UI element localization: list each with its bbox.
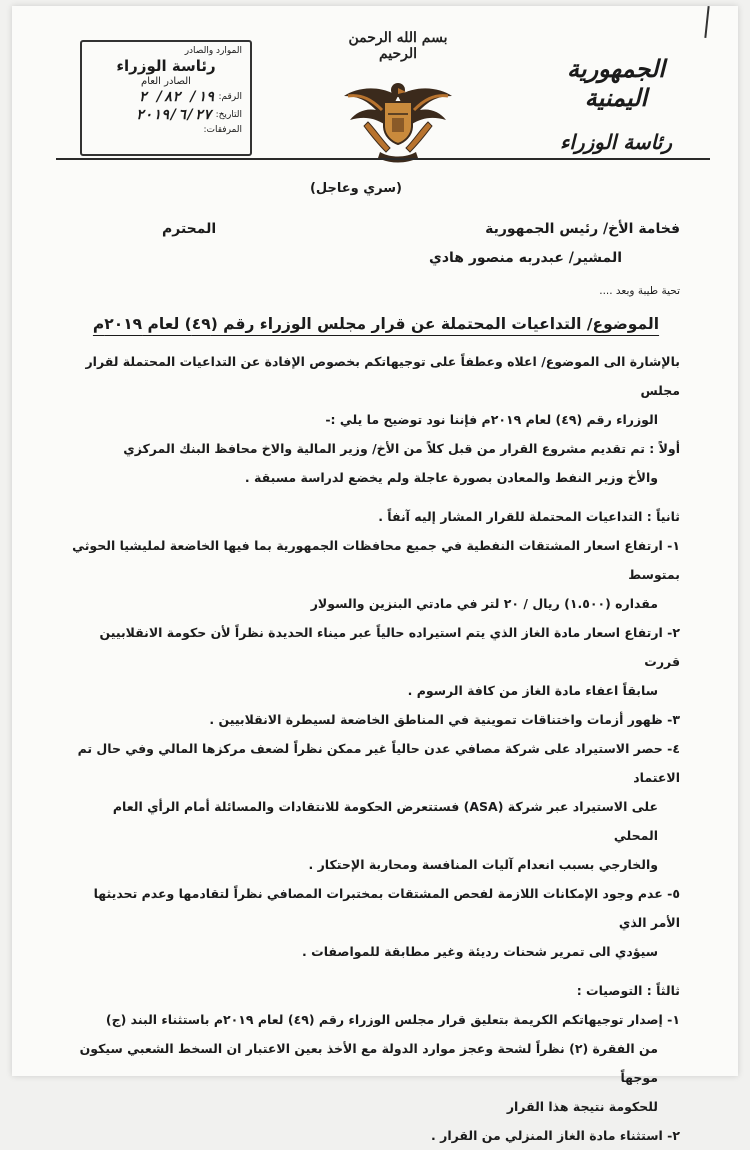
section-second — [72, 502, 680, 966]
classification: (سري وعاجل) — [309, 181, 402, 196]
second-item-4-line-1: ٤- حصر الاستيراد على شركة مصافي عدن حالياً غير ممكن نظراً لضعف مركزها المالي وفي حال تم الاعتماد — [77, 741, 680, 785]
stamp-attachments-row — [90, 125, 242, 135]
stamp-date-row — [90, 107, 242, 123]
header-divider — [56, 158, 710, 160]
third-item-2: ٢- استثناء مادة الغاز المنزلي من القرار . — [431, 1128, 680, 1143]
stamp-date-label: التاريخ: — [215, 110, 242, 120]
second-item-1-line-1: ١- ارتفاع اسعار المشتقات النفطية في جميع محافظات الجمهورية بما فيها الخاضعة لمليشيا الحوثي بمتوسط — [72, 538, 680, 582]
letter-body — [72, 174, 680, 1150]
section-first — [72, 434, 680, 492]
stamp-subtitle: الصادر العام — [141, 76, 191, 87]
republic-name: الجمهورية اليمنية — [567, 54, 665, 112]
second-item-3: ٣- ظهور أزمات واختناقات تموينية في المناطق الخاضعة لسيطرة الانقلابيين . — [209, 712, 680, 727]
subject-line: الموضوع/ التداعيات المحتملة عن قرار مجلس الوزراء رقم (٤٩) لعام ٢٠١٩م — [92, 315, 660, 333]
addressee-line-1: فخامة الأخ/ رئيس الجمهورية — [485, 221, 680, 237]
stamp-title: رئاسة الوزراء — [116, 57, 216, 75]
second-item-4-line-2: على الاستيراد عبر شركة (ASA) فستتعرض الحكومة للانتقادات والمسائلة أمام الرأي العام المحلي — [112, 799, 658, 843]
second-item-2-line-1: ٢- ارتفاع اسعار مادة الغاز الذي يتم استيراده حالياً عبر ميناء الحديدة نظراً لأن حكومة الانقلابيين قررت — [99, 625, 680, 669]
first-line-1: أولاً : تم تقديم مشروع القرار من قبل كلاً من الأخ/ وزير المالية والاخ محافظ البنك المركزي — [123, 441, 680, 456]
second-item-1-line-2: مقداره (١.٥٠٠) ريال / ٢٠ لتر في مادتي البنزين والسولار — [310, 596, 658, 611]
document-page — [12, 6, 738, 1143]
third-item-1-line-2: من الفقرة (٢) نظراً لشحة وعجز موارد الدولة مع الأخذ بعين الاعتبار ان السخط الشعبي سيكون موجهاً — [79, 1041, 658, 1085]
stamp-date-value: ٢٠١٩/٦/٢٧ — [135, 107, 212, 123]
third-item-1-line-3: للحكومة نتيجة هذا القرار — [506, 1099, 658, 1114]
section-third — [72, 976, 680, 1150]
basmala: بسم الله الرحمن الرحيم — [348, 30, 448, 62]
third-item-1-line-1: ١- إصدار توجيهاتكم الكريمة بتعليق قرار مجلس الوزراء رقم (٤٩) لعام ٢٠١٩م باستثناء البند (ج) — [105, 1012, 680, 1027]
stamp-number-row — [90, 89, 242, 105]
outgoing-stamp — [80, 40, 252, 156]
second-item-4-line-3: والخارجي بسبب انعدام آليات المنافسة ومحاربة الإحتكار . — [308, 857, 658, 872]
second-item-2-line-2: سابقاً اعفاء مادة الغاز من كافة الرسوم . — [407, 683, 658, 698]
first-line-2: والأخ وزير النفط والمعادن بصورة عاجلة ولم يخضع لدراسة مسبقة . — [244, 470, 658, 485]
yemen-eagle-emblem-icon — [338, 66, 458, 166]
stamp-top-text: الموارد والصادر — [184, 46, 242, 56]
intro-line-1: بالإشارة الى الموضوع/ اعلاه وعطفاً على توجيهاتكم بخصوص الإفادة عن التداعيات المحتملة لقرار مجلس — [85, 354, 680, 398]
third-title: ثالثاً : التوصيات : — [576, 983, 680, 998]
second-item-5-line-1: ٥- عدم وجود الإمكانات اللازمة لفحص المشتقات بمختبرات المصافي نظراً لتقادمها وعدم تحديثها الأمر الذي — [93, 886, 680, 930]
respected-title: المحترم — [162, 221, 217, 237]
pen-mark — [704, 6, 709, 38]
second-title: ثانياً : التداعيات المحتملة للقرار المشار إليه آنفاً . — [378, 509, 680, 524]
intro-paragraph — [72, 347, 680, 434]
letterhead-center — [328, 30, 468, 160]
intro-line-2: الوزراء رقم (٤٩) لعام ٢٠١٩م فإننا نود توضيح ما يلي :- — [325, 412, 658, 427]
addressee-line-2: المشير/ عبدربه منصور هادي — [428, 250, 622, 266]
stamp-number-value: ١٩/ ٨٢/ ٢ — [138, 89, 215, 105]
addressee-row — [72, 215, 680, 244]
second-item-5-line-2: سيؤدي الى تمرير شحنات رديئة وغير مطابقة للمواصفات . — [302, 944, 658, 959]
stamp-number-label: الرقم: — [218, 92, 242, 102]
greeting: تحية طيبة وبعد .... — [599, 285, 680, 297]
presidency-name: رئاسة الوزراء — [559, 130, 673, 154]
stamp-attachments-label: المرفقات: — [203, 125, 242, 135]
letterhead-right — [536, 54, 696, 154]
